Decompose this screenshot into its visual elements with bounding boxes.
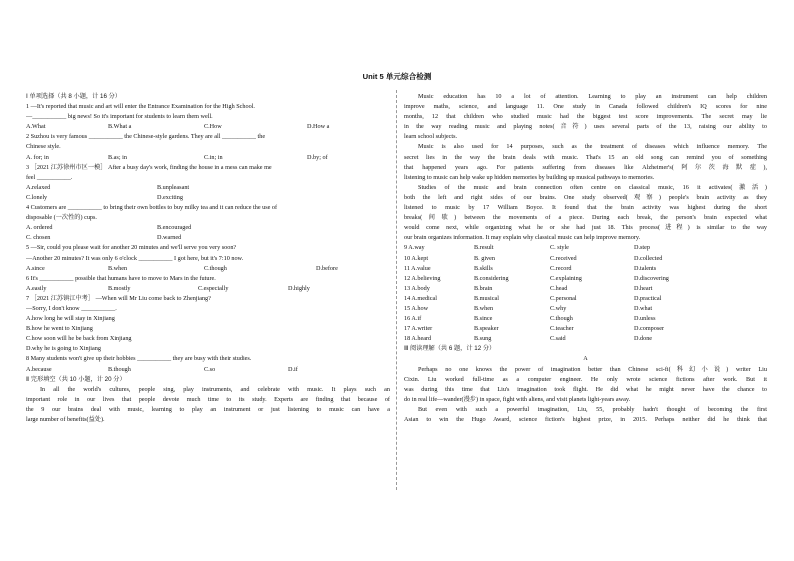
option: B.result [474, 244, 494, 252]
option: C.especially [198, 284, 229, 292]
left-column [26, 92, 390, 425]
question-text: disposable (一次性的) cups. [26, 214, 97, 222]
option: 18 A.heard [404, 335, 432, 343]
option: B.skills [474, 264, 493, 272]
option: A.easily [26, 284, 47, 292]
passage-label: A [583, 355, 588, 363]
option: B.though [108, 365, 131, 373]
option: A.since [26, 264, 45, 272]
option: 14 A.medical [404, 294, 437, 302]
question-text: 3 ［2021 江苏徐州市区一模］ After a busy day's work, finding the house in a mess can make me [26, 163, 272, 171]
question-text: Chinese style. [26, 143, 61, 151]
option: C.so [204, 365, 216, 373]
option: D.before [316, 264, 338, 272]
question-text: 6 It's ___________ possible that humans have to move to Mars in the future. [26, 274, 216, 282]
option-row [404, 274, 767, 284]
option: D.by; of [307, 153, 328, 161]
question-text: feel ___________. [26, 173, 73, 181]
option: A. ordered [26, 224, 53, 232]
option-row [404, 294, 767, 304]
option-row [26, 233, 390, 243]
paragraph-line: improve maths, science, and language 11. One study in Canada followed children's IQ scores for nine [404, 103, 767, 111]
option: C.received [550, 254, 577, 262]
option: D.why he is going to Xinjiang [26, 345, 101, 353]
paragraph-line: the 9 our brains deal with music, learning to play an instrument or just listening to music can have a [26, 405, 390, 413]
option-row [404, 334, 767, 344]
paragraph-line: Perhaps no one knows the power of imagination better than Chinese sci-fi(科幻小说) writer Liu [418, 365, 767, 373]
option: 17 A.writer [404, 325, 433, 333]
paragraph-line: important role in our lives that people devote much time to its study. Experts are finding that because of [26, 395, 390, 403]
option-row [404, 264, 767, 274]
paragraph-line: was during this time that Liu's imagination took flight. He did what he might never have the chance to [404, 385, 767, 393]
paragraph-line: listened to music by 17 William Boyce. It found that the brain activity was highest during the short [404, 204, 767, 212]
option: B.What a [108, 123, 132, 131]
question-text: 1 —It's reported that music and art will enter the Entrance Examination for the High School. [26, 103, 255, 111]
option: B.musical [474, 294, 499, 302]
option: D.step [634, 244, 650, 252]
option: B.as; in [108, 153, 127, 161]
question-text: —Sorry, I don't know ___________. [26, 304, 117, 312]
option: B.how he went to Xinjiang [26, 325, 93, 333]
option: B.when [474, 304, 494, 312]
option: B. given [474, 254, 495, 262]
paragraph-line: Asian to win the Hugo Award, science fiction's highest prize, in 2015. Perhaps neither did he think that [404, 416, 767, 423]
option: D.talents [634, 264, 657, 272]
question-text: 2 Suzhou is very famous ___________ the Chinese-style gardens. They are all ___________ the [26, 133, 266, 141]
option-row [404, 314, 767, 324]
section-heading-single-choice: Ⅰ 单项选择（共 8 小题，计 16 分） [26, 93, 121, 100]
option: B.considering [474, 274, 509, 282]
paragraph-line: learn school subjects. [404, 133, 458, 141]
option: 10 A.kept [404, 254, 429, 262]
option: D.warned [157, 234, 182, 242]
question-text: —___________ big news! So it's important for students to learn them well. [26, 113, 213, 121]
paragraph-line: breaks(间歇) between the movements of a piece. During each break, the person's brain expected what [404, 214, 767, 222]
paragraph-line: listening to music can help wake up hidden memories by building up musical pathways to memories. [404, 173, 655, 181]
option: C.how soon will he be back from Xinjiang [26, 335, 132, 343]
question-text: 8 Many students won't give up their hobbies ___________ they are busy with their studies. [26, 355, 252, 363]
option-row [26, 183, 390, 193]
option: D.exciting [157, 193, 183, 201]
option: D.composer [634, 325, 665, 333]
option: D.done [634, 335, 653, 343]
option: B.mostly [108, 284, 131, 292]
option: 9 A.way [404, 244, 425, 252]
option-row [404, 243, 767, 253]
option: D.discovering [634, 274, 669, 282]
option: C.teacher [550, 325, 574, 333]
paragraph-line: in the way reading music and playing notes(音符) uses several parts of the 13, raising our ability to [404, 123, 767, 131]
option: 15 A.how [404, 304, 429, 312]
paragraph-line: do in real life—wander(漫步) in space, fight with aliens, and visit planets light-years away. [404, 395, 631, 403]
option: C.How [204, 123, 222, 131]
option-row [404, 324, 767, 334]
option: C.personal [550, 294, 577, 302]
right-column [404, 92, 767, 425]
cloze-options [404, 243, 767, 344]
column-divider [396, 90, 397, 490]
option: D.unless [634, 315, 656, 323]
paragraph-line: both the left and right sides of our brains. One study observed(观察) people's brain activity as they [404, 193, 767, 201]
question-text: 5 —Sir, could you please wait for another 20 minutes and we'll serve you very soon? [26, 244, 237, 252]
option: C.why [550, 304, 567, 312]
paragraph-line: Music education has 10 a lot of attention. Learning to play an instrument can help children [418, 93, 767, 100]
option: 11 A.value [404, 264, 431, 272]
option: C. style [550, 244, 569, 252]
option-row [26, 122, 390, 132]
paragraph-line: that happened years ago. For patients suffering from diseases like Alzheimer's(阿尔茨海默症), [404, 163, 767, 171]
option: 13 A.body [404, 284, 430, 292]
paragraph-line: Studies of the music and brain connection often centre on classical music, 16 it activates(激活) [418, 183, 767, 191]
option: A. for; in [26, 153, 49, 161]
option: D.if [288, 365, 298, 373]
question-text: 7 ［2021 江苏镇江中考］ —When will Mr Liu come back to Zhenjiang? [26, 294, 211, 302]
option: C.head [550, 284, 568, 292]
option-row [404, 284, 767, 294]
option: A.What [26, 123, 46, 131]
option: D.highly [288, 284, 310, 292]
option: C.in; in [204, 153, 223, 161]
option-row [404, 254, 767, 264]
option-row [26, 264, 390, 274]
option: D.collected [634, 254, 663, 262]
paragraph-line: Music is also used for 14 purposes, such as the treatment of diseases which influence memory. The [418, 143, 767, 151]
section-heading-cloze: Ⅱ 完形填空（共 10 小题，计 20 分） [26, 375, 126, 383]
paragraph-line: large number of benefits(益处). [26, 416, 105, 423]
section-heading-reading: Ⅲ 阅读理解（共 6 题，计 12 分） [404, 345, 496, 353]
option-row [26, 153, 390, 163]
paragraph-line: In all the world's cultures, people sing, play instruments, and celebrate with music. It plays such an [40, 385, 390, 393]
option: B.brain [474, 284, 493, 292]
paragraph-line: would come next, while organizing what he or she had just 18. This process(进程) is similar to the way [404, 224, 767, 232]
option: B.when [108, 264, 128, 272]
option: D.practical [634, 294, 662, 302]
paragraph-line: months, 12 that children who studied music had the biggest test score improvements. The secret may lie [404, 113, 767, 121]
option: D.what [634, 304, 653, 312]
option-row [26, 223, 390, 233]
option: 16 A.if [404, 315, 422, 323]
option: A.relaxed [26, 183, 51, 191]
paragraph-line: Cixin. Liu worked full-time as a computer engineer. He only wrote science fictions after work. But it [404, 375, 767, 383]
paragraph-line: secret lies in the way the brain deals with music. That's 15 an old song can remind you of something [404, 153, 767, 161]
question-text: 4 Customers are ___________ to bring their own bottles to buy milky tea and it can reduce the use of [26, 204, 278, 212]
option-row [26, 193, 390, 203]
option: C.though [550, 315, 573, 323]
option: B.unpleasant [157, 183, 190, 191]
paragraph-line: our brain organizes information. It may explain why classical music can help improve memory. [404, 234, 641, 242]
option: A.how long he will stay in Xinjiang [26, 315, 115, 323]
option: B.encouraged [157, 224, 192, 232]
option: C.said [550, 335, 566, 343]
option-row [26, 365, 390, 375]
option: D.How a [307, 123, 330, 131]
question-text: —Another 20 minutes? It was only 6 o'clock ___________ I got here, but it's 7:10 now. [26, 254, 244, 262]
option: C.lonely [26, 193, 48, 201]
option: D.heart [634, 284, 653, 292]
option-row [26, 284, 390, 294]
option-row [404, 304, 767, 314]
option: B.speaker [474, 325, 499, 333]
option: C.record [550, 264, 572, 272]
paragraph-line: But even with such a powerful imagination, Liu, 55, probably hadn't thought of becoming the first [418, 405, 767, 413]
page-title: Unit 5 单元综合检测 [362, 72, 432, 81]
option: C.though [204, 264, 227, 272]
option: C. chosen [26, 234, 51, 242]
option: A.because [26, 365, 52, 373]
option: B.since [474, 315, 493, 323]
option: B.sung [474, 335, 492, 343]
option: C.explaining [550, 274, 582, 282]
option: 12 A.believing [404, 274, 441, 282]
